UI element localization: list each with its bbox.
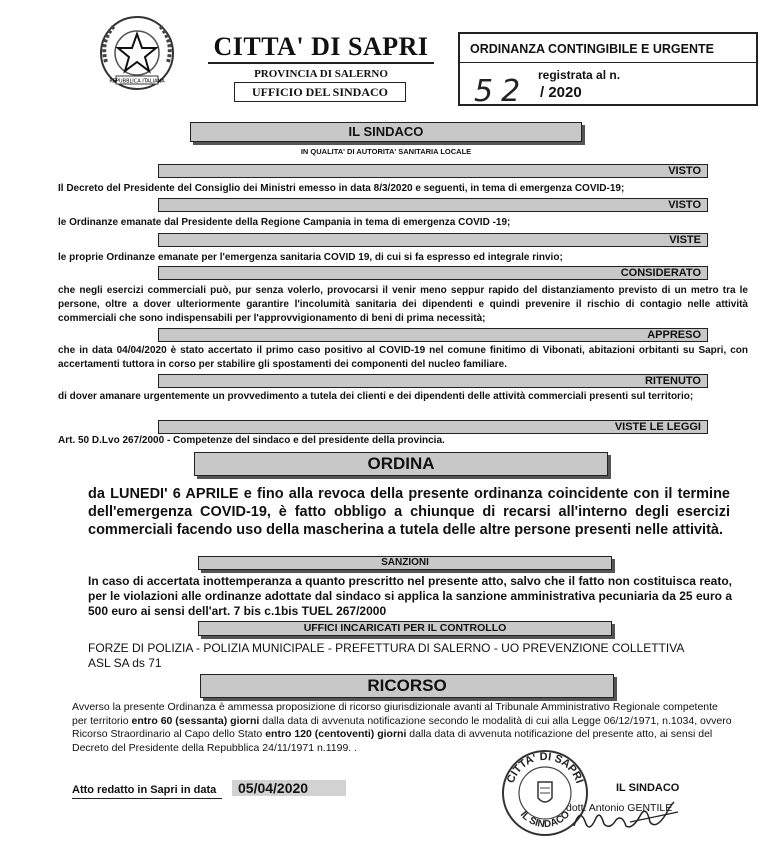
- svg-text:REPUBBLICA ITALIANA: REPUBBLICA ITALIANA: [109, 78, 165, 85]
- signer-name: dott. Antonio GENTILE: [566, 802, 673, 814]
- footer-place: Atto redatto in Sapri in data: [72, 784, 217, 796]
- section-label-appreso: APPRESO: [158, 328, 708, 342]
- signer-title: IL SINDACO: [616, 782, 680, 794]
- sanzioni-heading: SANZIONI: [198, 556, 612, 570]
- section-label-viste-le-leggi: VISTE LE LEGGI: [158, 420, 708, 434]
- order-box: [458, 32, 758, 109]
- city-title: CITTA' DI SAPRI: [213, 32, 429, 61]
- section-label-ritenuto: RITENUTO: [158, 374, 708, 388]
- order-number: 52: [474, 74, 529, 109]
- ordina-heading: ORDINA: [194, 452, 608, 476]
- ricorso-text-a: Avverso la presente Ordinanza è ammessa proposizione di ricorso giurisdizionale avanti al Tribunale Amministrativo Regionale competente per territorio: [72, 701, 718, 727]
- sindaco-subtitle: IN QUALITA' DI AUTORITA' SANITARIA LOCALE: [300, 147, 472, 156]
- section-text-viste-le-leggi: Art. 50 D.Lvo 267/2000 - Competenze del sindaco e del presidente della provincia.: [58, 435, 445, 446]
- section-text-considerato: che negli esercizi commerciali può, pur senza volerlo, provocarsi il venir meno seppur rapido del distanziamento previsto di un metro tra le persone, oltre a dover ulteriormente garantire l'incolumità sanitaria dei dipendenti e quindi prevenire il rischio di contagio nelle attività commerciali che sono indispensabili per l'approvvigionamento di beni di prima necessità;: [58, 285, 748, 324]
- section-text-ritenuto: di dover amanare urgentemente un provvedimento a tutela dei clienti e dei dipendenti delle attività commerciali presenti sul territorio;: [58, 391, 694, 402]
- sanzioni-text: In caso di accertata inottemperanza a quanto prescritto nel presente atto, salvo che il fatto non costituisca reato, per le violazioni alle ordinanze adottate dal sindaco si applica la sanzione amministrativa pecuniaria da 25 euro a 500 euro ai sensi dell'art. 7 bis c.1bis TUEL 267/2000: [88, 574, 732, 618]
- ricorso-deadline-120: entro 120 (centoventi) giorni: [265, 728, 407, 740]
- svg-text:IL SINDACO: IL SINDACO: [517, 809, 573, 831]
- signature-icon: [570, 796, 690, 836]
- sections: [54, 160, 754, 450]
- uffici-line-2: ASL SA ds 71: [88, 656, 162, 670]
- office-label: UFFICIO DEL SINDACO: [234, 82, 406, 102]
- section-label-viste: VISTE: [158, 233, 708, 247]
- ricorso-deadline-60: entro 60 (sessanta) giorni: [131, 714, 260, 727]
- registered-label: registrata al n.: [538, 68, 621, 82]
- ricorso-text: [72, 701, 732, 755]
- svg-text:CITTA' DI SAPRI: CITTA' DI SAPRI: [504, 750, 586, 785]
- section-text-viste: le proprie Ordinanze emanate per l'emergenza sanitaria COVID 19, di cui si fa espresso ed integrale rinvio;: [58, 252, 563, 263]
- sindaco-heading: IL SINDACO: [190, 122, 582, 142]
- section-label-visto-1: VISTO: [158, 164, 708, 178]
- section-text-visto-1: Il Decreto del Presidente del Consiglio dei Ministri emesso in data 8/3/2020 e seguenti, in tema di emergenza COVID-19;: [58, 183, 625, 194]
- section-text-appreso: che in data 04/04/2020 è stato accertato il primo caso positivo al COVID-19 nel comune finitimo di Vibonati, abitazioni orbitanti su Sapri, con accertamenti tuttora in corso per stabilire gli spostamenti dei componenti del nucleo familiare.: [58, 345, 748, 370]
- uffici-line-1: FORZE DI POLIZIA - POLIZIA MUNICIPALE - PREFETTURA DI SALERNO - UO PREVENZIONE COLLETTIVA: [88, 641, 685, 655]
- city-header: [196, 32, 446, 104]
- section-text-visto-2: le Ordinanze emanate dal Presidente della Regione Campania in tema di emergenza COVID -19;: [58, 217, 511, 228]
- footer-date: 05/04/2020: [232, 780, 346, 796]
- section-label-visto-2: VISTO: [158, 198, 708, 212]
- uffici-heading: UFFICI INCARICATI PER IL CONTROLLO: [198, 621, 612, 636]
- order-year: / 2020: [540, 84, 582, 101]
- ricorso-heading: RICORSO: [200, 674, 614, 698]
- italian-emblem-icon: [96, 12, 178, 94]
- ricorso-text-c: dalla data di avvenuta notificazione del presente atto, ai sensi del Decreto del Presidente della Repubblica 24/11/1971 n.1199. .: [72, 728, 713, 754]
- ordina-text: da LUNEDI' 6 APRILE e fino alla revoca della presente ordinanza coincidente con il termine dell'emergenza COVID-19, è fatto obbligo a chiunque di recarsi all'interno degli esercizi commerciali facendo uso della mascherina a tutela delle altre persone presenti nelle attività.: [88, 486, 730, 538]
- order-type: ORDINANZA CONTINGIBILE E URGENTE: [470, 42, 714, 56]
- province-label: PROVINCIA DI SALERNO: [254, 68, 388, 80]
- ricorso-text-b: dalla data di avvenuta notificazione secondo le modalità di cui alla Legge 06/12/1971, n.1034, ovvero Ricorso Straordinario al Capo dello Stato: [72, 714, 732, 740]
- section-label-considerato: CONSIDERATO: [158, 266, 708, 280]
